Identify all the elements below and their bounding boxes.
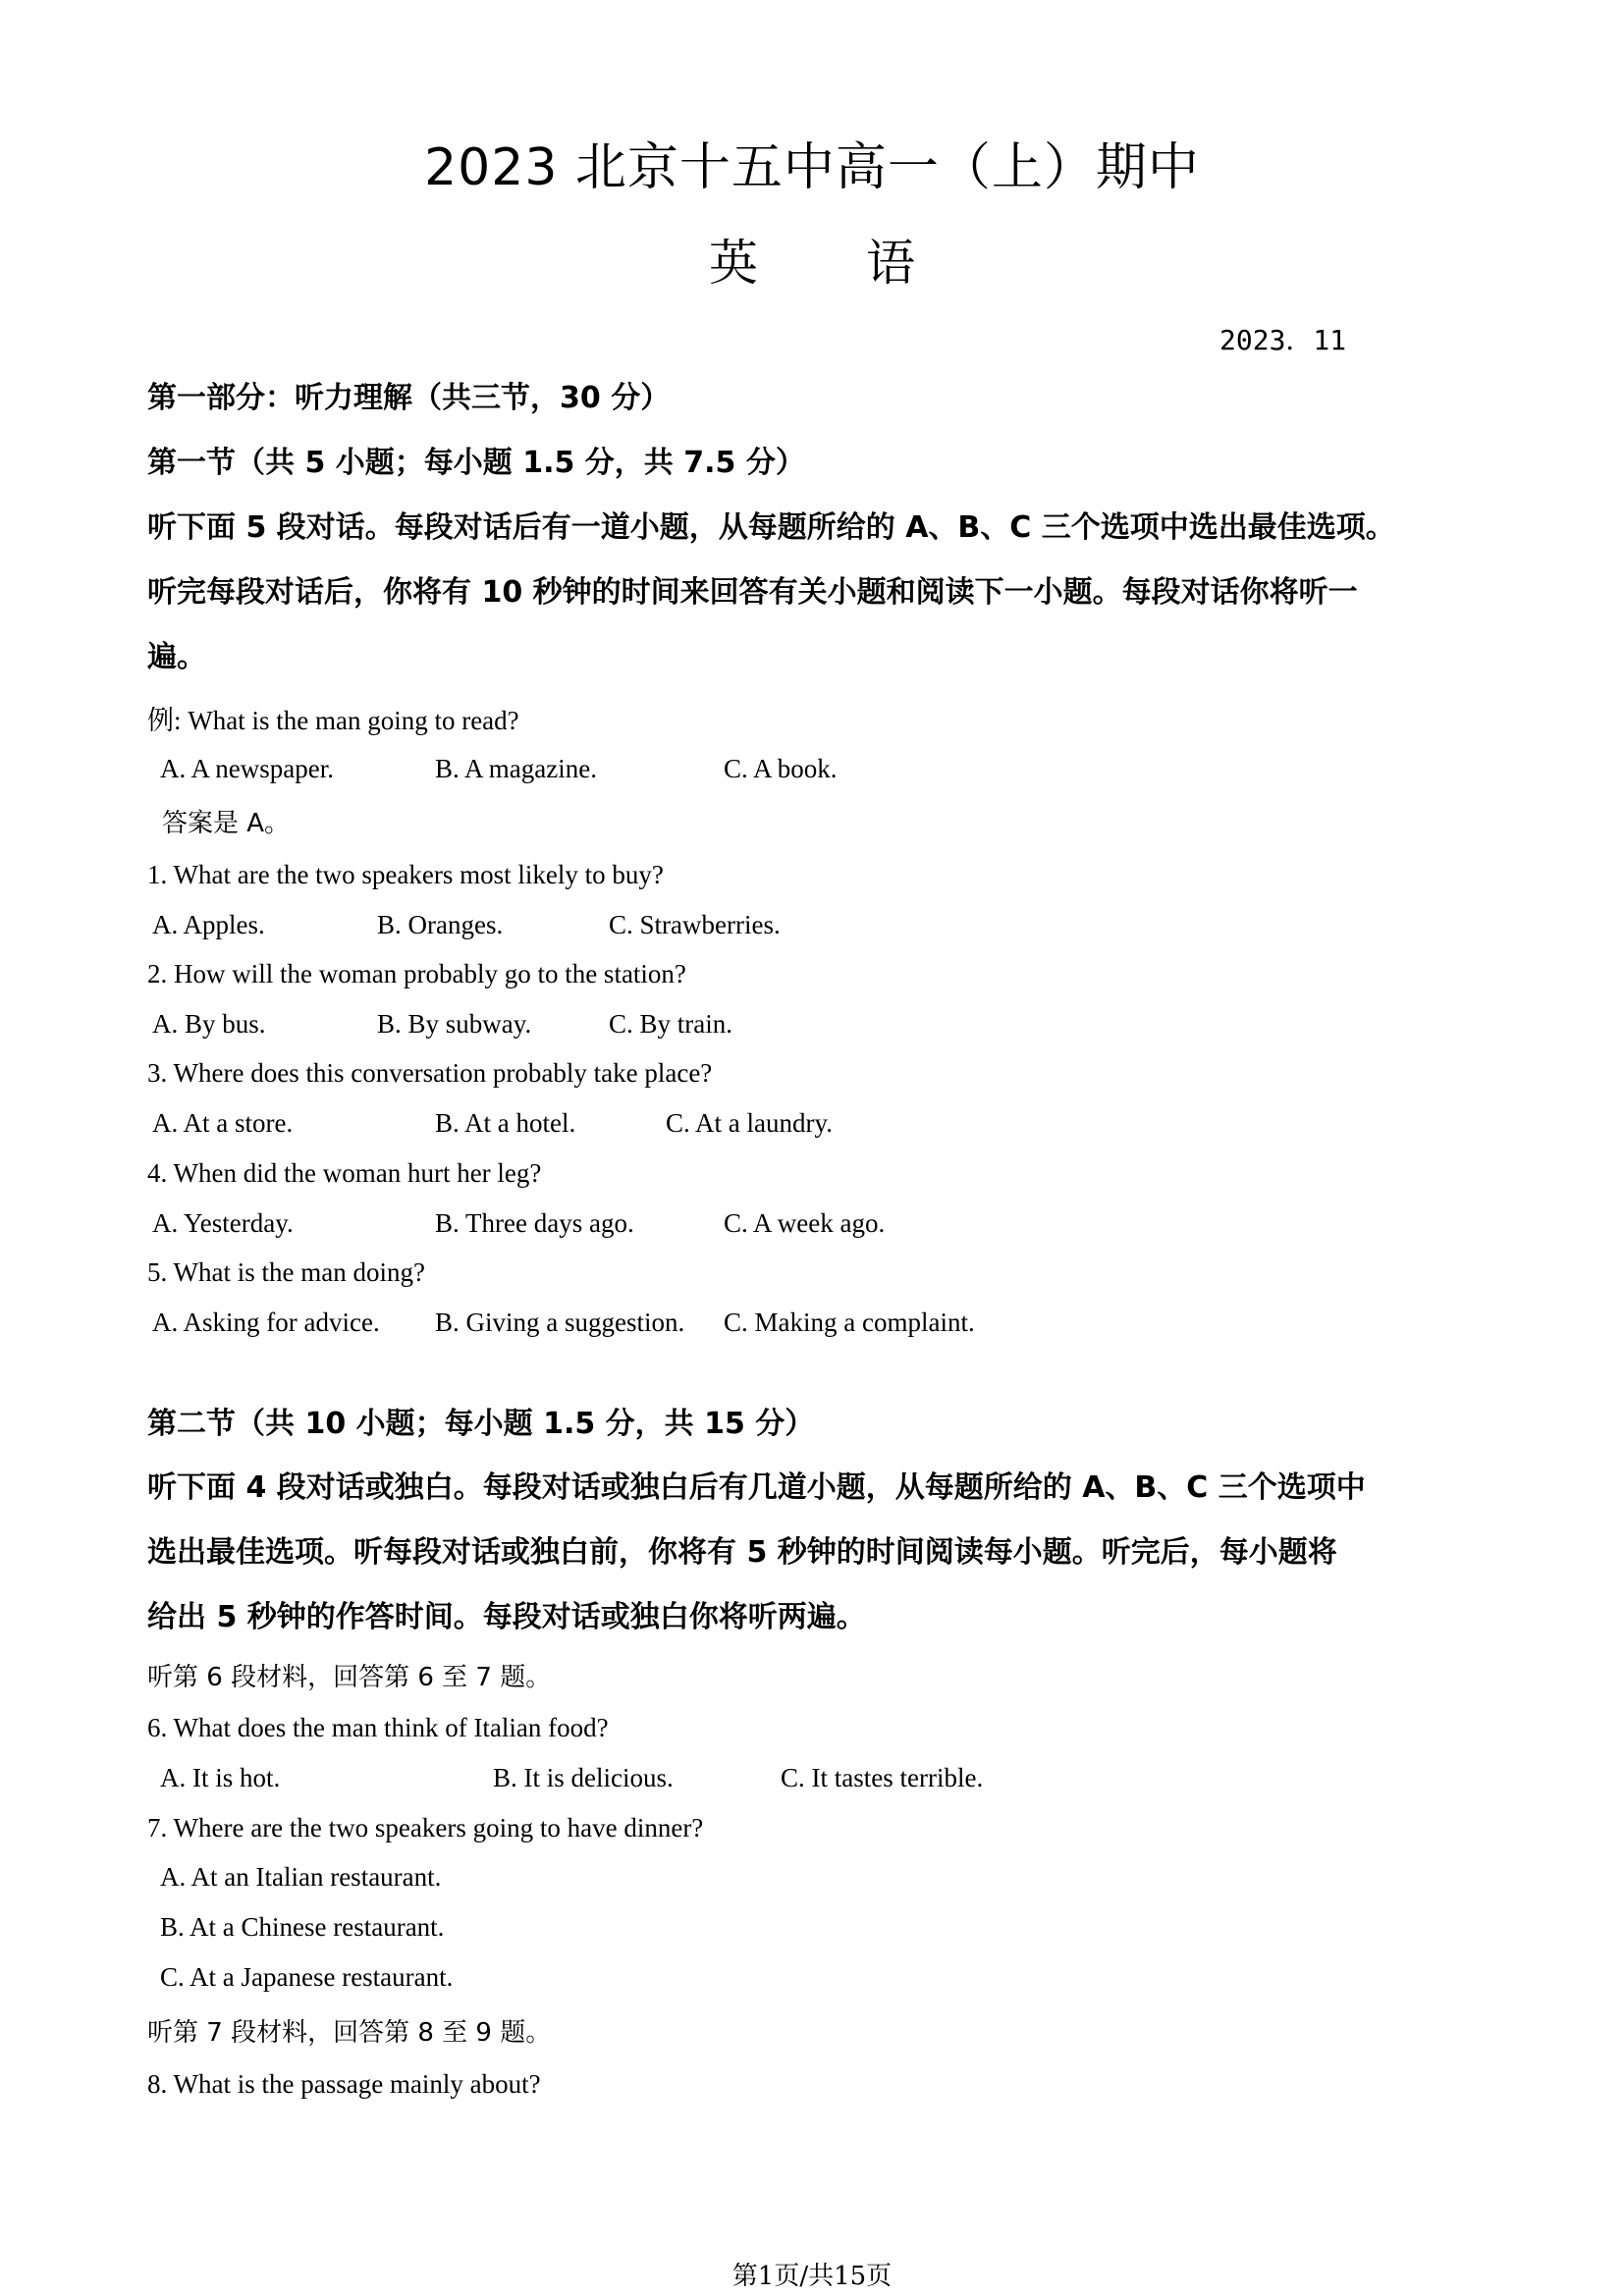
q4-option-c: C. A week ago. [724, 1208, 886, 1238]
q5-option-a: A. Asking for advice. [152, 1308, 380, 1337]
q2-option-c: C. By train. [609, 1009, 732, 1039]
q1-option-a: A. Apples. [152, 910, 265, 939]
page-number: 第1页/共15页 [731, 2262, 893, 2291]
q7-option-b: B. At a Chinese restaurant. [160, 1912, 445, 1942]
example-option-b: B. A magazine. [435, 754, 597, 783]
example-answer: 答案是 A。 [162, 809, 291, 838]
section1-instruction-line2: 听完每段对话后，你将有 10 秒钟的时间来回答有关小题和阅读下一小题。每段对话你将听一 [147, 575, 1358, 610]
material-7-note: 听第 7 段材料，回答第 8 至 9 题。 [147, 2018, 552, 2048]
q6-option-c: C. It tastes terrible. [781, 1763, 984, 1792]
q3-option-c: C. At a laundry. [666, 1108, 833, 1138]
question-7: 7. Where are the two speakers going to have dinner? [147, 1813, 704, 1842]
question-4: 4. When did the woman hurt her leg? [147, 1158, 542, 1188]
q2-option-a: A. By bus. [152, 1009, 266, 1039]
q5-option-b: B. Giving a suggestion. [435, 1308, 685, 1337]
example-option-c: C. A book. [724, 754, 838, 783]
question-6: 6. What does the man think of Italian food? [147, 1713, 609, 1742]
question-1: 1. What are the two speakers most likely to buy? [147, 860, 664, 889]
section2-instruction-line1: 听下面 4 段对话或独白。每段对话或独白后有几道小题，从每题所给的 A、B、C 三个选项中 [147, 1470, 1366, 1505]
section2-instruction-line3: 给出 5 秒钟的作答时间。每段对话或独白你将听两遍。 [147, 1600, 866, 1634]
question-3: 3. Where does this conversation probably take place? [147, 1058, 713, 1088]
section2-heading: 第二节（共 10 小题；每小题 1.5 分，共 15 分） [147, 1407, 815, 1441]
q6-option-a: A. It is hot. [160, 1763, 281, 1792]
question-2: 2. How will the woman probably go to the station? [147, 959, 686, 988]
q7-option-c: C. At a Japanese restaurant. [160, 1962, 454, 1992]
section2-instruction-line2: 选出最佳选项。听每段对话或独白前，你将有 5 秒钟的时间阅读每小题。听完后，每小题将 [147, 1535, 1337, 1570]
q6-option-b: B. It is delicious. [493, 1763, 674, 1792]
part1-heading: 第一部分：听力理解（共三节，30 分） [147, 381, 671, 415]
q4-option-a: A. Yesterday. [152, 1208, 294, 1238]
q4-option-b: B. Three days ago. [435, 1208, 634, 1238]
section1-instruction-line1: 听下面 5 段对话。每段对话后有一道小题，从每题所给的 A、B、C 三个选项中选出最佳选项。 [147, 510, 1395, 545]
example-option-a: A. A newspaper. [160, 754, 334, 783]
q3-option-b: B. At a hotel. [435, 1108, 576, 1138]
subject-title: 英语 [709, 235, 1023, 292]
q7-option-a: A. At an Italian restaurant. [160, 1862, 442, 1892]
example-question: 例: What is the man going to read? [147, 706, 519, 735]
question-8: 8. What is the passage mainly about? [147, 2069, 541, 2099]
material-6-note: 听第 6 段材料，回答第 6 至 7 题。 [147, 1663, 552, 1692]
question-5: 5. What is the man doing? [147, 1257, 425, 1287]
q1-option-b: B. Oranges. [377, 910, 504, 939]
q5-option-c: C. Making a complaint. [724, 1308, 975, 1337]
section1-instruction-line3: 遍。 [147, 640, 206, 674]
page-title: 2023 北京十五中高一（上）期中 [424, 138, 1200, 197]
section1-heading: 第一节（共 5 小题；每小题 1.5 分，共 7.5 分） [147, 446, 805, 480]
q2-option-b: B. By subway. [377, 1009, 532, 1039]
exam-date: 2023．11 [1219, 324, 1347, 356]
q3-option-a: A. At a store. [152, 1108, 294, 1138]
q1-option-c: C. Strawberries. [609, 910, 781, 939]
